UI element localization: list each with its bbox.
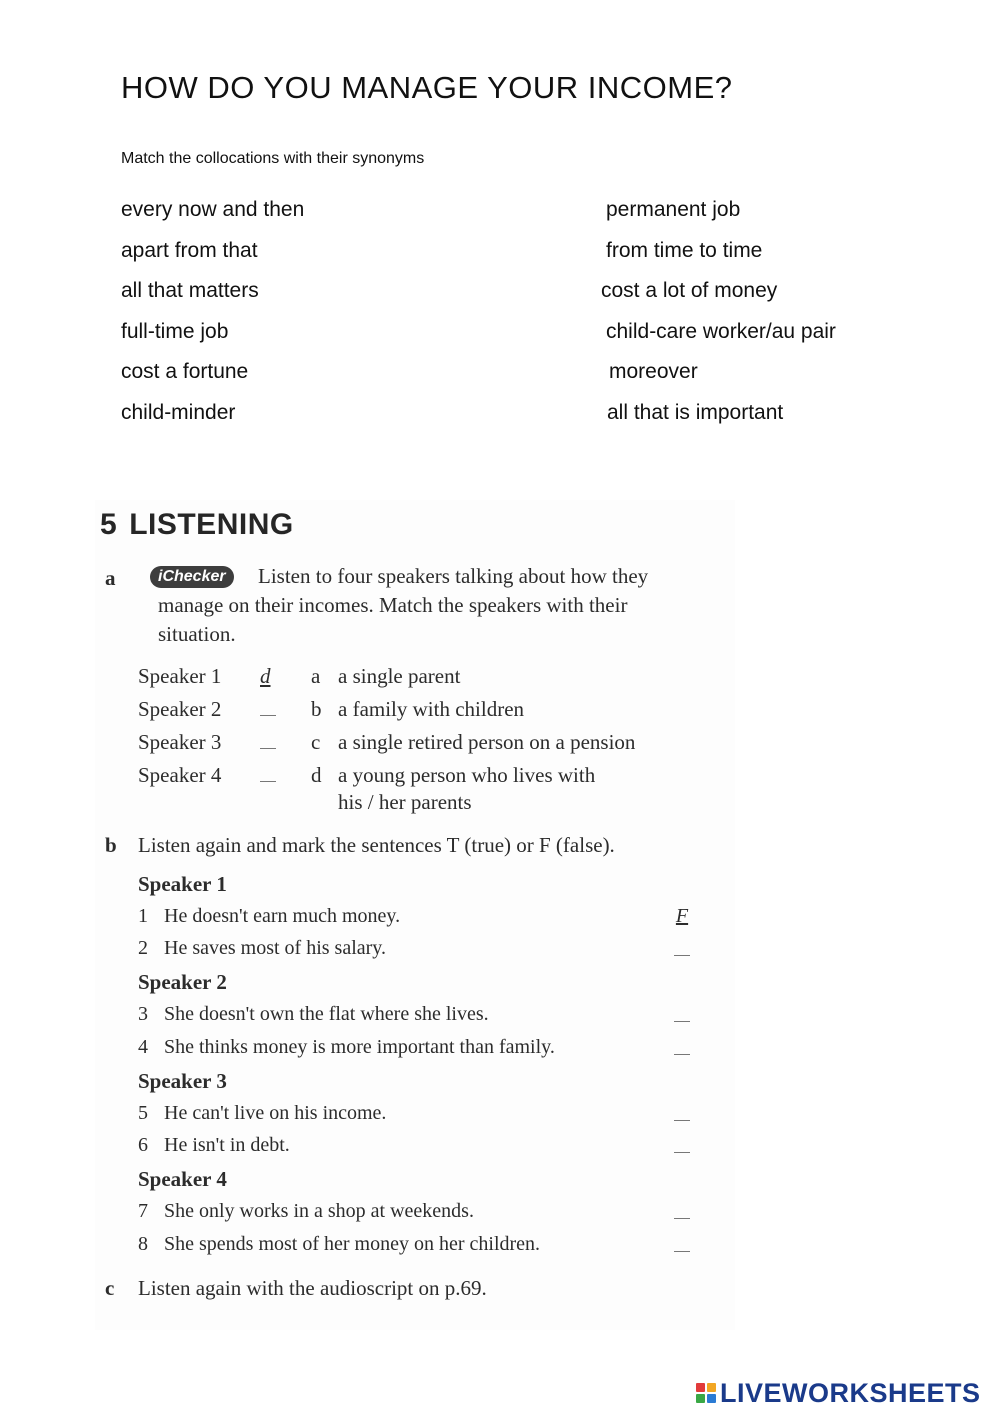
tf-answer-blank[interactable] — [671, 1233, 693, 1258]
listening-section-scan — [95, 500, 735, 1330]
statement-item — [138, 1003, 698, 1026]
answer-blank[interactable] — [260, 761, 276, 789]
answer-blank[interactable]: d — [260, 664, 271, 688]
statement-item — [138, 1233, 698, 1256]
option-letter: b — [311, 697, 322, 721]
option-description: a young person who lives with — [338, 763, 596, 787]
speaker-match-row — [138, 728, 728, 756]
collocation-item[interactable]: all that matters — [121, 279, 259, 303]
speaker-label: Speaker 1 — [138, 664, 222, 688]
statement-number: 7 — [138, 1200, 148, 1222]
speaker-label: Speaker 2 — [138, 697, 222, 721]
speaker-heading: Speaker 3 — [138, 1069, 227, 1093]
brand-name: LIVEWORKSHEETS — [720, 1377, 981, 1408]
tf-answer-blank[interactable] — [671, 1003, 693, 1028]
statement-text: She thinks money is more important than family. — [164, 1036, 555, 1058]
synonym-item[interactable]: cost a lot of money — [601, 279, 778, 303]
matching-instruction: Match the collocations with their synonyms — [121, 150, 425, 167]
option-description: a single retired person on a pension — [338, 730, 636, 754]
speaker-heading: Speaker 1 — [138, 872, 227, 896]
statement-number: 8 — [138, 1233, 148, 1255]
speaker-match-row — [138, 662, 728, 690]
part-a-letter: a — [105, 566, 116, 590]
part-c-instruction: Listen again with the audioscript on p.69. — [138, 1276, 487, 1300]
statement-text: He doesn't earn much money. — [164, 905, 401, 927]
liveworksheets-logo-icon — [696, 1383, 716, 1403]
page-title: HOW DO YOU MANAGE YOUR INCOME? — [121, 70, 733, 105]
speaker-heading: Speaker 4 — [138, 1167, 227, 1191]
speaker-label: Speaker 4 — [138, 763, 222, 787]
statement-number: 2 — [138, 937, 148, 959]
answer-blank[interactable] — [260, 695, 276, 723]
tf-answer-blank[interactable] — [671, 1134, 693, 1159]
statement-item — [138, 1102, 698, 1125]
statement-number: 1 — [138, 905, 148, 927]
section-heading — [100, 508, 294, 542]
collocations-column — [121, 196, 304, 440]
logo-square — [707, 1394, 716, 1403]
speaker-label: Speaker 3 — [138, 730, 222, 754]
synonym-item[interactable]: from time to time — [606, 238, 763, 262]
logo-square — [696, 1383, 705, 1392]
answer-blank[interactable] — [260, 728, 276, 756]
section-number: 5 — [100, 508, 118, 541]
synonym-item[interactable]: permanent job — [606, 198, 741, 221]
statement-text: She only works in a shop at weekends. — [164, 1200, 474, 1222]
option-letter: d — [311, 763, 322, 787]
tf-answer[interactable]: F — [675, 905, 689, 927]
option-description-continued: his / her parents — [338, 790, 472, 814]
speaker-match-row — [138, 761, 728, 789]
part-a-intro: Listen to four speakers talking about how they manage on their incomes. Match the speakers with their situation. — [158, 564, 649, 646]
speaker-match-row — [138, 695, 728, 723]
tf-answer-blank[interactable] — [671, 937, 693, 962]
statement-number: 4 — [138, 1036, 148, 1058]
synonym-item[interactable]: all that is important — [607, 400, 784, 424]
ichecker-badge: iChecker — [150, 566, 234, 588]
statement-text: He isn't in debt. — [164, 1134, 290, 1156]
statement-number: 3 — [138, 1003, 148, 1025]
collocation-item[interactable]: child-minder — [121, 400, 236, 424]
statement-text: She spends most of her money on her children. — [164, 1233, 541, 1255]
collocation-item[interactable]: every now and then — [121, 198, 305, 221]
statement-text: He saves most of his salary. — [164, 937, 386, 959]
tf-answer-blank[interactable] — [671, 1102, 693, 1127]
option-description: a family with children — [338, 697, 525, 721]
statement-number: 6 — [138, 1134, 148, 1156]
statement-text: She doesn't own the flat where she lives. — [164, 1003, 489, 1025]
section-title: LISTENING — [129, 508, 294, 541]
statement-item — [138, 905, 698, 928]
option-letter: c — [311, 730, 321, 754]
liveworksheets-logo — [696, 1378, 981, 1408]
part-c-letter: c — [105, 1276, 115, 1300]
statement-item — [138, 937, 698, 960]
statement-text: He can't live on his income. — [164, 1102, 387, 1124]
tf-answer-blank[interactable] — [671, 1036, 693, 1061]
synonym-item[interactable]: child-care worker/au pair — [606, 319, 836, 343]
logo-square — [707, 1383, 716, 1392]
statement-item — [138, 1036, 698, 1059]
statement-number: 5 — [138, 1102, 148, 1124]
part-b-letter: b — [105, 833, 117, 857]
statement-item — [138, 1200, 698, 1223]
option-letter: a — [311, 664, 321, 688]
synonym-item[interactable]: moreover — [609, 360, 698, 384]
collocation-item[interactable]: apart from that — [121, 238, 258, 262]
tf-answer-blank[interactable] — [671, 1200, 693, 1225]
option-description: a single parent — [338, 664, 461, 688]
synonyms-column — [601, 196, 836, 440]
collocation-item[interactable]: full-time job — [121, 319, 229, 343]
collocation-item[interactable]: cost a fortune — [121, 360, 249, 384]
speaker-heading: Speaker 2 — [138, 970, 227, 994]
statement-item — [138, 1134, 698, 1157]
part-b-instruction: Listen again and mark the sentences T (true) or F (false). — [138, 833, 615, 857]
logo-square — [696, 1394, 705, 1403]
